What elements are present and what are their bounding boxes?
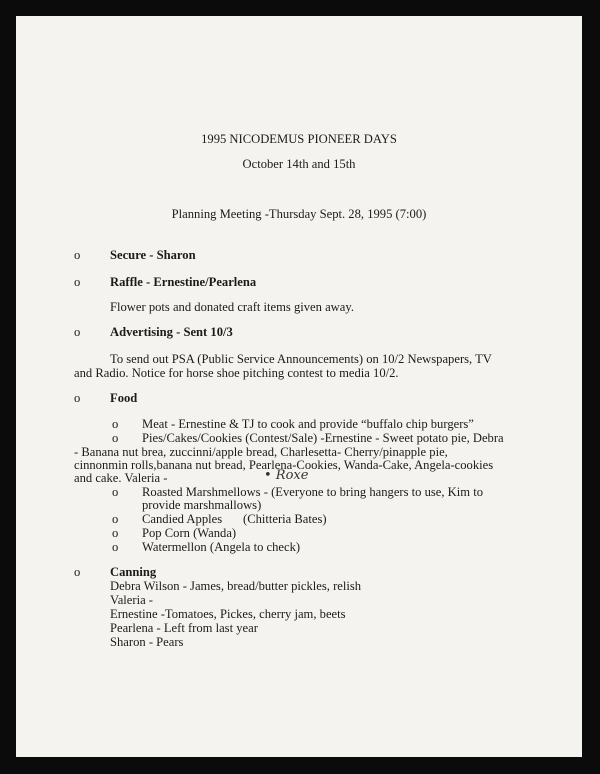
handwritten-note: • Roxe (264, 468, 309, 483)
bullet-marker: o (74, 325, 81, 339)
document-title: 1995 NICODEMUS PIONEER DAYS (201, 132, 397, 146)
sub-bullet-marker: o (112, 417, 119, 431)
sub-bullet-marker: o (112, 512, 119, 526)
canning-line: Sharon - Pears (110, 635, 184, 649)
canning-line: Debra Wilson - James, bread/butter pickles, relish (110, 579, 362, 593)
food-item-pies-cont: and cake. Valeria - (74, 471, 168, 485)
sub-bullet-marker: o (112, 526, 119, 540)
raffle-note: Flower pots and donated craft items given away. (110, 300, 354, 314)
sub-bullet-marker: o (112, 540, 119, 554)
food-item-candied-apples: Candied Apples (142, 512, 223, 526)
event-dates: October 14th and 15th (242, 157, 356, 171)
food-item-marshmallows-cont: provide marshmallows) (142, 498, 262, 512)
food-item-pies-cont: - Banana nut brea, zuccinni/apple bread, Charlesetta- Cherry/pinapple pie, (74, 445, 448, 459)
canning-line: Ernestine -Tomatoes, Pickes, cherry jam, beets (110, 607, 346, 621)
food-item-popcorn: Pop Corn (Wanda) (142, 526, 237, 540)
bullet-marker: o (74, 275, 81, 289)
food-item-pies-cont: cinnonmin rolls,banana nut bread, Pearlena-Cookies, Wanda-Cake, Angela-cookies (74, 458, 494, 472)
advertising-line: and Radio. Notice for horse shoe pitching contest to media 10/2. (74, 366, 399, 380)
sub-bullet-marker: o (112, 431, 119, 445)
bullet-marker: o (74, 565, 81, 579)
sub-bullet-marker: o (112, 485, 119, 499)
bullet-marker: o (74, 248, 81, 262)
section-heading-secure: Secure - Sharon (110, 248, 196, 262)
food-item-candied-apples-note: (Chitteria Bates) (243, 512, 327, 526)
food-item-marshmallows: Roasted Marshmellows - (Everyone to bring hangers to use, Kim to (142, 485, 484, 499)
canning-line: Pearlena - Left from last year (110, 621, 258, 635)
food-item-watermelon: Watermellon (Angela to check) (142, 540, 301, 554)
section-heading-canning: Canning (110, 565, 157, 579)
meeting-line: Planning Meeting -Thursday Sept. 28, 1995 (7:00) (171, 207, 427, 221)
section-heading-raffle: Raffle - Ernestine/Pearlena (110, 275, 257, 289)
food-item-meat: Meat - Ernestine & TJ to cook and provide “buffalo chip burgers” (142, 417, 474, 431)
section-heading-advertising: Advertising - Sent 10/3 (110, 325, 233, 339)
advertising-line: To send out PSA (Public Service Announcements) on 10/2 Newspapers, TV (110, 352, 492, 366)
food-item-pies: Pies/Cakes/Cookies (Contest/Sale) -Ernestine - Sweet potato pie, Debra (142, 431, 504, 445)
section-heading-food: Food (110, 391, 138, 405)
bullet-marker: o (74, 391, 81, 405)
document-page (16, 16, 582, 757)
canning-line: Valeria - (110, 593, 154, 607)
